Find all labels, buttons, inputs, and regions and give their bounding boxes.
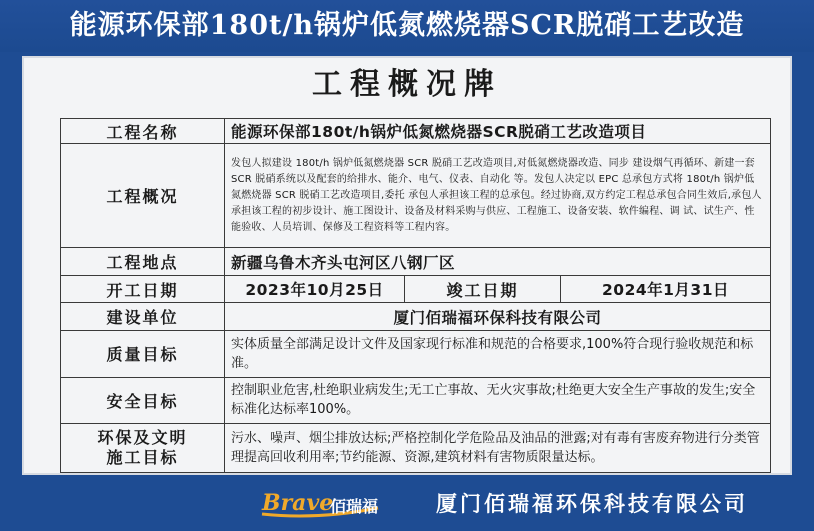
label-project-name: 工程名称 bbox=[61, 119, 225, 144]
project-info-table bbox=[60, 118, 771, 473]
logo-latin: Brave bbox=[262, 490, 334, 516]
label-env-line2: 施工目标 bbox=[106, 448, 179, 468]
footer-company: 厦门佰瑞福环保科技有限公司 bbox=[436, 491, 748, 516]
row-env bbox=[61, 424, 771, 473]
value-env: 污水、噪声、烟尘排放达标;严格控制化学危险品及油品的泄露;对有毒有害废弃物进行分类管理提高回收利用率;节约能源、资源,建筑材料有害物质限量达标。 bbox=[225, 424, 771, 473]
label-overview: 工程概况 bbox=[61, 144, 225, 248]
logo-cn: 佰瑞福 bbox=[330, 497, 379, 516]
value-project-name: 能源环保部180t/h锅炉低氮燃烧器SCR脱硝工艺改造项目 bbox=[225, 119, 771, 144]
value-location: 新疆乌鲁木齐头屯河区八钢厂区 bbox=[225, 248, 771, 276]
value-builder: 厦门佰瑞福环保科技有限公司 bbox=[225, 303, 771, 331]
value-safety: 控制职业危害,杜绝职业病发生;无工亡事故、无火灾事故;杜绝更大安全生产事故的发生;安全标准化达标率100%。 bbox=[225, 377, 771, 424]
value-start-date: 2023年10月25日 bbox=[225, 275, 405, 303]
label-env bbox=[61, 424, 225, 473]
row-location bbox=[61, 248, 771, 276]
label-quality: 质量目标 bbox=[61, 330, 225, 377]
label-location: 工程地点 bbox=[61, 248, 225, 276]
info-panel bbox=[22, 56, 792, 475]
row-project-name bbox=[61, 119, 771, 144]
label-env-line1: 环保及文明 bbox=[97, 428, 188, 448]
label-end-date: 竣工日期 bbox=[405, 275, 561, 303]
row-dates bbox=[61, 275, 771, 303]
label-builder: 建设单位 bbox=[61, 303, 225, 331]
value-overview: 发包人拟建设 180t/h 锅炉低氮燃烧器 SCR 脱硝工艺改造项目,对低氮燃烧器改造、同步 建设烟气再循环、新建一套 SCR 脱硝系统以及配套的给排水、能介、电气、仪表、自动化 等。发包人决定以 EPC 总承包方式将 180t/h 锅炉低氮燃烧器 SCR 脱硝工艺改造项目,委托 承包人承担该工程的总承包。经过协商,双方约定工程总承包合同生效后,承包人承担该工程的初步设计、施工图设计、设备及材料采购与供应、工程施工、设备安装、软件编程、调 试、试生产、性能验收、人员培训、保修及工程资料等工程内容。 bbox=[225, 144, 771, 248]
panel-title: 工程概况牌 bbox=[312, 67, 502, 102]
row-quality bbox=[61, 330, 771, 377]
main-title: 能源环保部180t/h锅炉低氮燃烧器SCR脱硝工艺改造 bbox=[69, 10, 745, 41]
value-quality: 实体质量全部满足设计文件及国家现行标准和规范的合格要求,100%符合现行验收规范和标准。 bbox=[225, 330, 771, 377]
row-overview bbox=[61, 144, 771, 248]
row-safety bbox=[61, 377, 771, 424]
label-safety: 安全目标 bbox=[61, 377, 225, 424]
value-end-date: 2024年1月31日 bbox=[561, 275, 771, 303]
label-start-date: 开工日期 bbox=[61, 275, 225, 303]
row-builder bbox=[61, 303, 771, 331]
